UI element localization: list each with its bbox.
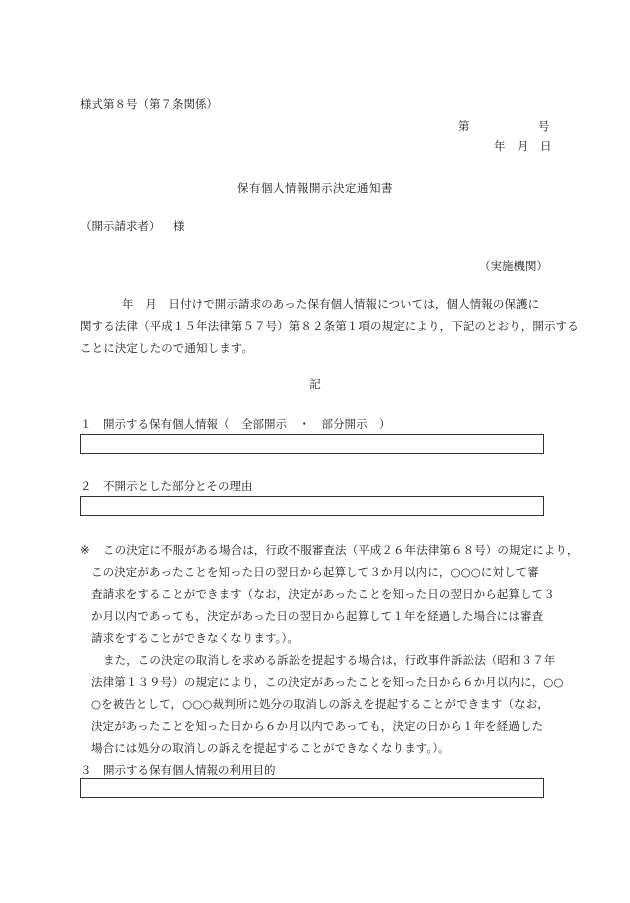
form-label: 様式第８号（第７条関係）	[80, 97, 218, 111]
notice-line: 決定があったことを知った日から６か月以内であっても，決定の日から１年を経過した	[91, 719, 544, 733]
section2-field[interactable]	[80, 496, 544, 516]
section3-field[interactable]	[80, 778, 544, 798]
section1-heading: １ 開示する保有個人情報（ 全部開示 ・ 部分開示 ）	[80, 417, 391, 431]
requester-label: （開示請求者）	[80, 219, 161, 233]
ki-label: 記	[309, 377, 321, 391]
notice-line: 場合には処分の取消しの訴えを提起することができなくなります。）。	[91, 741, 450, 755]
notice-line: 査請求をすることができます（なお，決定があったことを知った日の翌日から起算して３	[91, 587, 555, 601]
intro-line-1: 年 月 日付けで開示請求のあった保有個人情報については，個人情報の保護に	[122, 297, 540, 311]
doc-number-suffix: 号	[538, 119, 550, 133]
intro-line-2: 関する法律（平成１５年法律第５７号）第８２条第１項の規定により，下記のとおり，開示する	[80, 319, 579, 333]
requester-honorific: 様	[173, 219, 185, 233]
document-title: 保有個人情報開示決定通知書	[237, 181, 393, 195]
date-line: 年 月 日	[494, 139, 552, 153]
notice-line: ○を被告として，○○○裁判所に処分の取消しの訴えを提起することができます（なお，	[91, 697, 549, 711]
section2-heading: ２ 不開示とした部分とその理由	[80, 479, 253, 493]
intro-line-3: ことに決定したので通知します。	[80, 341, 254, 355]
section1-field[interactable]	[80, 434, 544, 454]
notice-line: この決定があったことを知った日の翌日から起算して３か月以内に，○○○に対して審	[91, 565, 539, 579]
notice-line: か月以内であっても，決定があった日の翌日から起算して１年を経過した場合には審査	[91, 609, 544, 623]
notice-mark: ※	[80, 543, 90, 557]
notice-line: この決定に不服がある場合は，行政不服審査法（平成２６年法律第６８号）の規定により，	[103, 543, 579, 557]
notice-line: 法律第１３９号）の規定により，この決定があったことを知った日から６か月以内に，○○	[91, 675, 564, 689]
doc-number-prefix: 第	[458, 119, 470, 133]
agency-label: （実施機関）	[479, 259, 548, 273]
notice-line: また，この決定の取消しを求める訴訟を提起する場合は，行政事件訴訟法（昭和３７年	[103, 653, 556, 667]
section3-heading: ３ 開示する保有個人情報の利用目的	[80, 763, 276, 777]
notice-line: 請求をすることができなくなります。）。	[91, 631, 299, 645]
